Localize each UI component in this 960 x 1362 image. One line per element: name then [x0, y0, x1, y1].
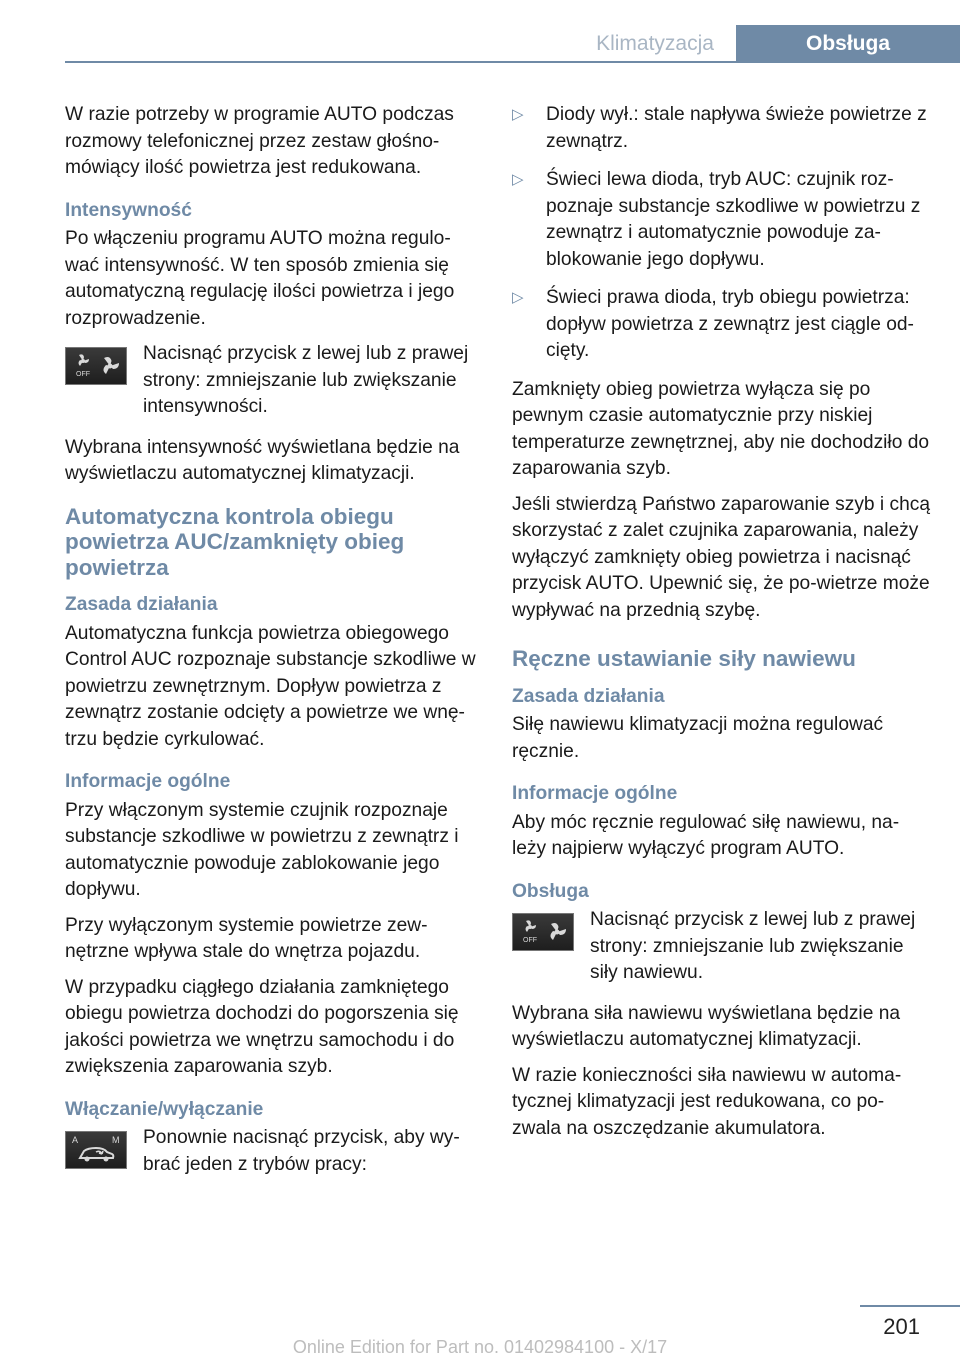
paragraph: Aby móc ręcznie regulować siłę nawiewu, na‐leży najpierw wyłączyć program AUTO. [512, 811, 900, 859]
paragraph: Przy wyłączonym systemie powietrze zew‐nętrzne wpływa stale do wnętrza pojazdu. [65, 914, 428, 962]
paragraph: Zamknięty obieg powietrza wyłącza się po pewnym czasie automatycznie przy niskiej temperaturze zewnętrznej, aby nie dochodziło do zaparowania szyb. [512, 378, 930, 479]
list-item: ▷ Diody wył.: stale napływa świeże powietrze z zewnątrz. [512, 104, 927, 152]
header-chapter: Obsługa [736, 25, 960, 62]
heading-general: Informacje ogólne [512, 783, 678, 804]
fan-off-label: OFF [523, 937, 537, 944]
heading-manual: Ręczne ustawianie siły nawiewu [512, 646, 856, 671]
paragraph: Jeśli stwierdzą Państwo zaparowanie szyb i chcą skorzystać z zalet czujnika zaparowania, należy wyłączyć zamknięty obieg powietrza i nacisnąć przycisk AUTO. Upewnić się, że po‐wietrze może wypływać na przednią szybę. [512, 493, 931, 621]
left-column [65, 102, 481, 1192]
paragraph: W razie potrzeby w programie AUTO podczas rozmowy telefonicznej przez zestaw głośno‐mówiący ilość powietrza jest redukowana. [65, 104, 454, 178]
heading-general: Informacje ogólne [65, 771, 231, 792]
paragraph: W razie konieczności siła nawiewu w automa‐tycznej klimatyzacji jest redukowana, co po‐zwala na oszczędzanie akumulatora. [512, 1064, 902, 1139]
header-section: Klimatyzacja [596, 32, 714, 55]
auc-a-label: A [72, 1135, 79, 1145]
paragraph: Nacisnąć przycisk z lewej lub z prawej strony: zmniejszanie lub zwiększanie siły nawiewu. [590, 909, 916, 983]
paragraph: Automatyczna funkcja powietrza obiegowego Control AUC rozpoznaje substancje szkodliwe w powietrzu zewnętrznym. Dopływ powietrza z zewnątrz zostanie odcięty a powietrze we wnę‐trzu będzie cyrkulować. [65, 622, 476, 750]
heading-principle: Zasada działania [512, 685, 665, 707]
heading-on-off: Włączanie/wyłączanie [65, 1098, 264, 1120]
page-number: 201 [883, 1314, 920, 1339]
fan-speed-instruction [512, 907, 932, 987]
paragraph: Ponownie nacisnąć przycisk, aby wy‐brać jeden z trybów pracy: [143, 1127, 460, 1175]
right-column [512, 102, 932, 1151]
paragraph: Siłę nawiewu klimatyzacji można regulować ręcznie. [512, 714, 884, 762]
triangle-bullet-icon: ▷ [512, 289, 524, 306]
heading-auc: Automatyczna kontrola obiegu powietrza AUC/zamknięty obieg powietrza [65, 503, 405, 580]
triangle-bullet-icon: ▷ [512, 106, 524, 123]
heading-operation: Obsługa [512, 880, 589, 902]
list-item: ▷ Świeci lewa dioda, tryb AUC: czujnik roz‐poznaje substancje szkodliwe w powietrzu z zewnątrz i automatycznie powoduje za‐blokowanie jego dopływu. [512, 169, 921, 270]
auc-m-label: M [112, 1135, 120, 1145]
fan-off-label: OFF [76, 371, 90, 378]
page-header [0, 0, 960, 62]
heading-principle: Zasada działania [65, 594, 218, 615]
heading-intensity: Intensywność [65, 199, 192, 221]
triangle-bullet-icon: ▷ [512, 171, 524, 188]
auc-instruction [65, 1125, 481, 1178]
edition-footer: Online Edition for Part no. 01402984100 - X/17 [292, 1337, 668, 1357]
footer-rule [860, 1305, 960, 1307]
paragraph: Wybrana intensywność wyświetlana będzie na wyświetlaczu automatycznej klimatyzacji. [65, 436, 460, 484]
paragraph: Wybrana siła nawiewu wyświetlana będzie na wyświetlaczu automatycznej klimatyzacji. [512, 1002, 901, 1050]
paragraph: W przypadku ciągłego działania zamkniętego obiegu powietrza dochodzi do pogorszenia się jakości powietrza we wnętrzu samochodu i do zwiększenia zaparowania szyb. [65, 976, 459, 1077]
paragraph: Przy włączonym systemie czujnik rozpoznaje substancje szkodliwe w powietrzu z zewnątrz i automatycznie powoduje zablokowanie jego dopływu. [65, 799, 459, 900]
header-rule [65, 61, 960, 63]
mode-list [512, 102, 932, 365]
fan-button-icon [65, 347, 127, 385]
paragraph: Nacisnąć przycisk z lewej lub z prawej strony: zmniejszanie lub zwiększanie intensywności. [143, 343, 469, 417]
fan-button-icon [512, 913, 574, 951]
list-item: ▷ Świeci prawa dioda, tryb obiegu powietrza: dopływ powietrza z zewnątrz jest ciągle od‐cięty. [512, 287, 914, 361]
paragraph: Po włączeniu programu AUTO można regulo‐wać intensywność. W ten sposób zmienia się automatyczną regulację ilości powietrza i jego rozprowadzenie. [65, 228, 455, 329]
auc-button-icon [65, 1131, 127, 1169]
intensity-instruction [65, 341, 481, 421]
